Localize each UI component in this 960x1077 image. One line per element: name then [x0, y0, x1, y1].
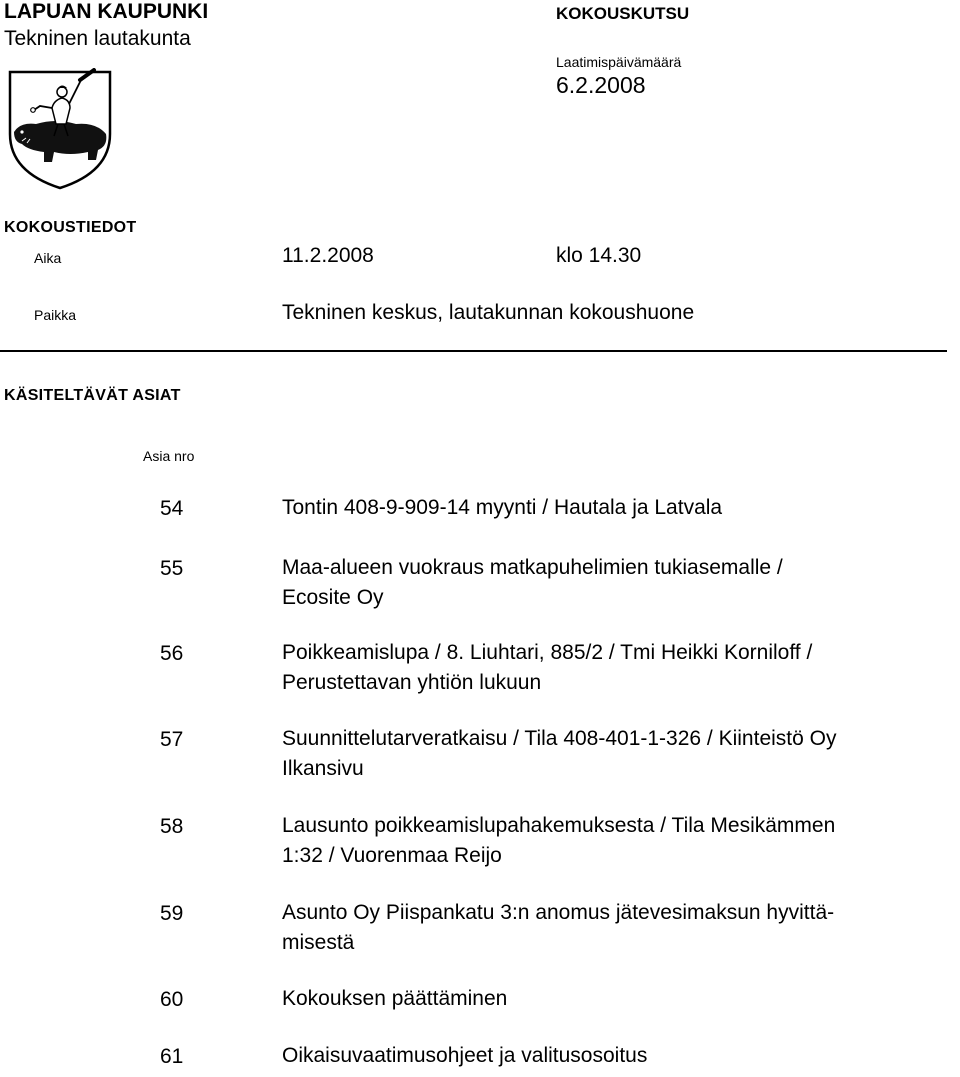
agenda-item-title: [282, 638, 958, 698]
agenda-item-title: [282, 811, 958, 871]
place-label: Paikka: [34, 307, 77, 323]
agenda-item-title: [282, 553, 958, 613]
agenda-number-header: Asia nro: [143, 448, 195, 464]
meeting-time: klo 14.30: [556, 244, 642, 267]
agenda-item-title: [282, 493, 958, 523]
agenda-item-line: Kokouksen päättäminen: [282, 987, 508, 1010]
meeting-date: 11.2.2008: [282, 244, 374, 267]
agenda-item-number: 54: [160, 497, 184, 520]
agenda-item-line: Ilkansivu: [282, 757, 364, 780]
department-name: Tekninen lautakunta: [4, 27, 191, 50]
agenda-item-number: 60: [160, 988, 184, 1011]
agenda-item-number: 56: [160, 642, 184, 665]
agenda-item-number: 55: [160, 557, 184, 580]
agenda-item-number: 61: [160, 1045, 184, 1068]
agenda-item-line: Maa-alueen vuokraus matkapuhelimien tukiasemalle /: [282, 556, 783, 579]
agenda-item-line: Suunnittelutarveratkaisu / Tila 408-401-1-326 / Kiinteistö Oy: [282, 727, 837, 750]
date-value: 6.2.2008: [556, 72, 646, 98]
agenda-item-line: 1:32 / Vuorenmaa Reijo: [282, 844, 502, 867]
agenda-item-line: Perustettavan yhtiön lukuun: [282, 671, 542, 694]
agenda-item-line: Asunto Oy Piispankatu 3:n anomus jätevesimaksun hyvittä-: [282, 901, 835, 924]
agenda-item-title: [282, 898, 958, 958]
agenda-item-line: misestä: [282, 931, 355, 954]
agenda-item-number: 58: [160, 815, 184, 838]
agenda-item-line: Oikaisuvaatimusohjeet ja valitusosoitus: [282, 1044, 648, 1067]
agenda-item-title: [282, 1041, 958, 1071]
time-label: Aika: [34, 250, 62, 266]
agenda-item-line: Ecosite Oy: [282, 586, 384, 609]
organization-name: LAPUAN KAUPUNKI: [4, 0, 209, 23]
meeting-section-title: KOKOUSTIEDOT: [4, 219, 137, 236]
agenda-section-title: KÄSITELTÄVÄT ASIAT: [4, 387, 181, 404]
agenda-item-title: [282, 984, 958, 1014]
meeting-place: Tekninen keskus, lautakunnan kokoushuone: [282, 301, 695, 324]
agenda-item-line: Tontin 408-9-909-14 myynti / Hautala ja Latvala: [282, 496, 723, 519]
agenda-item-number: 59: [160, 902, 184, 925]
agenda-item-line: Lausunto poikkeamislupahakemuksesta / Tila Mesikämmen: [282, 814, 836, 837]
agenda-item-number: 57: [160, 728, 184, 751]
date-label: Laatimispäivämäärä: [556, 54, 682, 70]
agenda-item-line: Poikkeamislupa / 8. Liuhtari, 885/2 / Tmi Heikki Korniloff /: [282, 641, 813, 664]
document-type: KOKOUSKUTSU: [556, 4, 690, 23]
agenda-item-title: [282, 724, 958, 784]
